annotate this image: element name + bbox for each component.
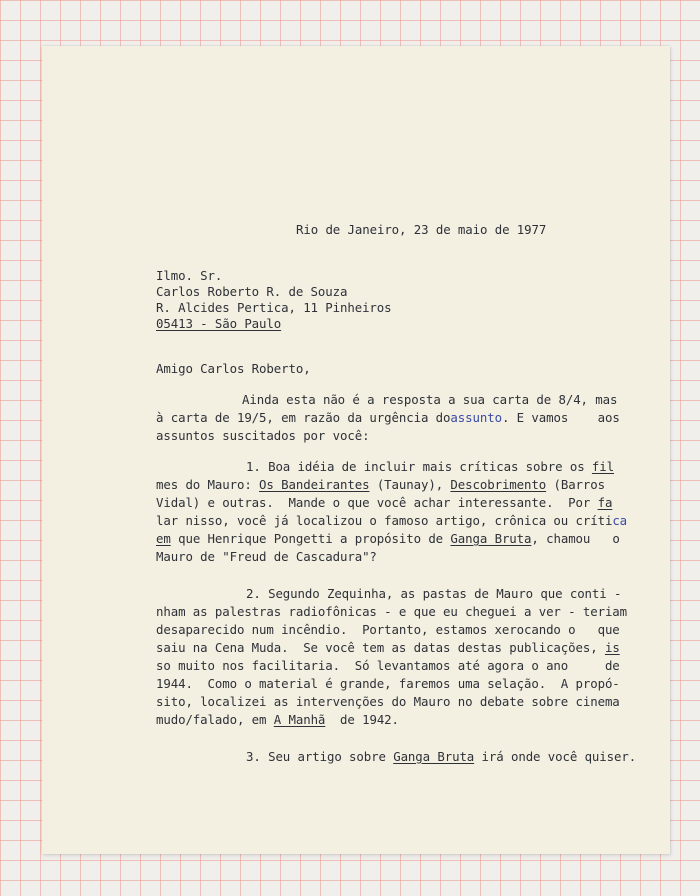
p1-line-4 (156, 513, 627, 529)
p2-line-7: sito, localizei as intervenções do Mauro no debate sobre cinema (156, 694, 620, 709)
p2-line-8 (156, 712, 399, 728)
p1-text: mes do Mauro: (156, 477, 260, 492)
p2-line-2: nham as palestras radiofônicas - e que eu cheguei a ver - teriam (156, 604, 628, 619)
p2-underlined: is (604, 640, 620, 655)
p3-line-1 (246, 749, 636, 765)
intro-text: à carta de 19/5, em razão da urgência do (156, 410, 451, 425)
p1-text: 1. Boa idéia de incluir mais críticas sobre os (246, 459, 592, 474)
p1-line-5 (156, 531, 620, 547)
p1-line-6: Mauro de "Freud de Cascadura"? (156, 549, 377, 564)
address-name: Carlos Roberto R. de Souza (156, 284, 348, 299)
p1-underlined: fil (591, 459, 615, 474)
newspaper-a-manha: A Manhã (273, 712, 326, 727)
p2-line-5: so muito nos facilitaria. Só levantamos até agora o ano de (156, 658, 620, 673)
p1-underlined: fa (597, 495, 613, 510)
p2-text: de 1942. (325, 712, 399, 727)
p1-text: (Barros (546, 477, 605, 492)
p2-line-3: desaparecido num incêndio. Portanto, estamos xerocando o que (156, 622, 620, 637)
p1-text: que Henrique Pongetti a propósito de (170, 531, 451, 546)
address-title: Ilmo. Sr. (156, 268, 223, 283)
intro-line-3: assuntos suscitados por você: (156, 428, 370, 443)
handwritten-correction: assunto (450, 410, 502, 425)
intro-line-2 (156, 410, 620, 426)
intro-text-cont: . E vamos aos (501, 410, 620, 425)
p1-text: lar nisso, você já localizou o famoso artigo, crônica ou críti (156, 513, 613, 528)
p1-line-2 (156, 477, 605, 493)
film-title-ganga-bruta: Ganga Bruta (450, 531, 532, 546)
p1-text: Vidal) e outras. Mande o que você achar interessante. Por (156, 495, 598, 510)
film-title-bandeirantes: Os Bandeirantes (259, 477, 370, 492)
p2-line-4 (156, 640, 620, 656)
p2-line-6: 1944. Como o material é grande, faremos uma selação. A propó- (156, 676, 620, 691)
letter-sheet (42, 46, 670, 854)
address-street: R. Alcides Pertica, 11 Pinheiros (156, 300, 392, 315)
p2-text: mudo/falado, em (156, 712, 274, 727)
film-title-descobrimento: Descobrimento (450, 477, 547, 492)
p1-line-3 (156, 495, 612, 511)
p1-underlined: em (156, 531, 171, 546)
p1-line-1 (246, 459, 614, 475)
handwritten-correction: ca (612, 513, 628, 528)
p2-line-1: 2. Segundo Zequinha, as pastas de Mauro que conti - (246, 586, 622, 601)
address-city: 05413 - São Paulo (156, 316, 282, 331)
greeting: Amigo Carlos Roberto, (156, 361, 311, 376)
p3-text: irá onde você quiser. (474, 749, 637, 764)
intro-line-1: Ainda esta não é a resposta a sua carta de 8/4, mas (242, 392, 618, 407)
p2-text: saiu na Cena Muda. Se você tem as datas destas publicações, (156, 640, 605, 655)
p3-text: 3. Seu artigo sobre (246, 749, 394, 764)
dateline: Rio de Janeiro, 23 de maio de 1977 (296, 222, 547, 237)
film-title-ganga-bruta: Ganga Bruta (393, 749, 475, 764)
p1-text: , chamou o (531, 531, 620, 546)
p1-text: (Taunay), (369, 477, 451, 492)
